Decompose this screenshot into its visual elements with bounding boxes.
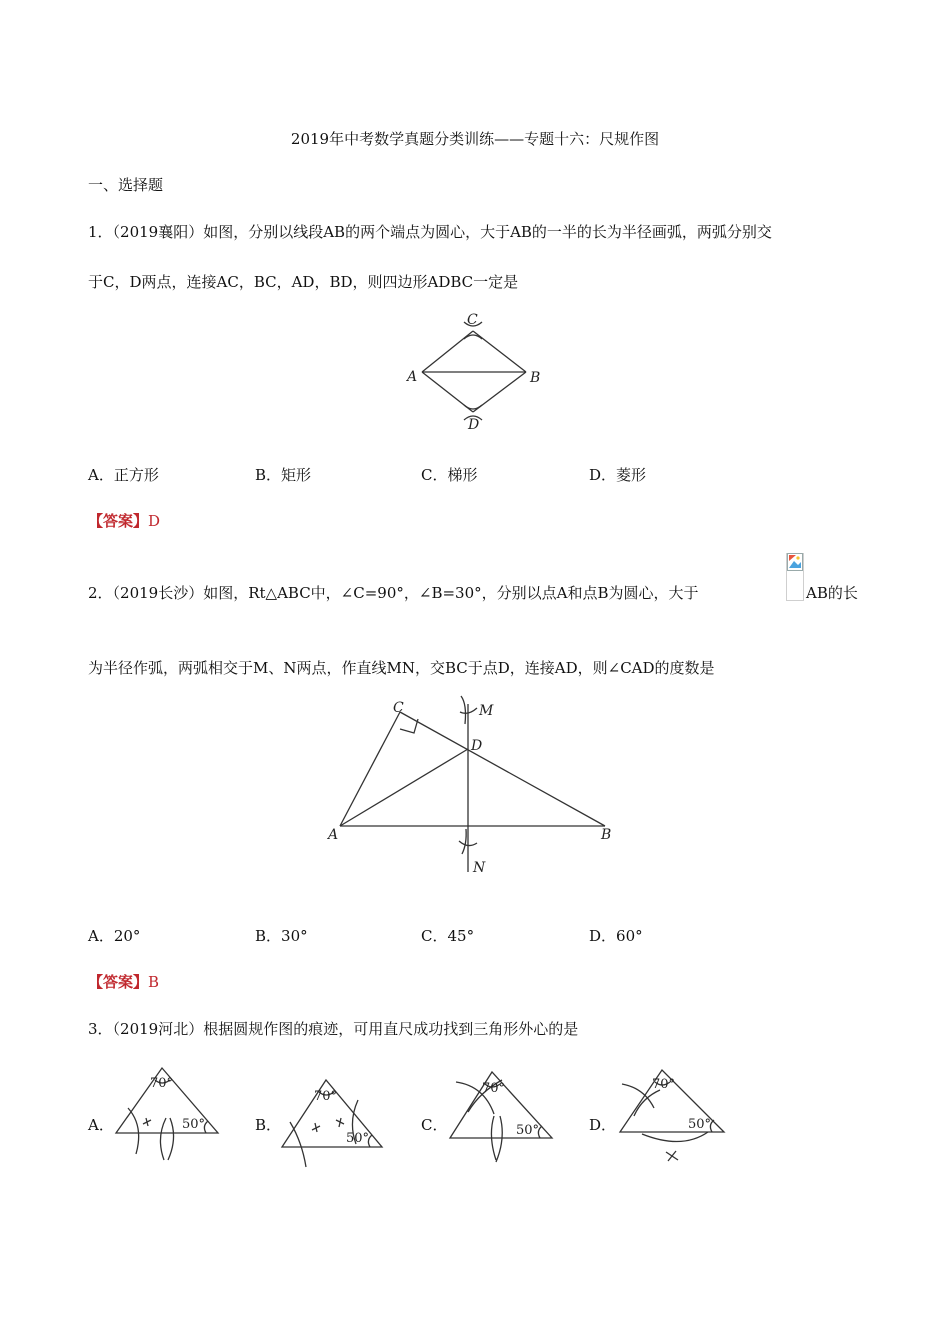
q3-option-a: A． xyxy=(88,1116,114,1134)
q3d-angle-top: 70° xyxy=(652,1077,676,1092)
q1-text-line1: 1．（2019襄阳）如图，分别以线段AB的两个端点为圆心，大于AB的一半的长为半径画弧，两弧分别交 xyxy=(88,223,772,241)
q3-figure-b xyxy=(276,1072,391,1172)
q1-answer-value: D xyxy=(148,512,161,530)
q3a-angle-top: 70° xyxy=(150,1076,174,1091)
q3-option-d: D． xyxy=(589,1116,617,1134)
q2-answer-bracket: 【答案】 xyxy=(88,973,149,991)
q1-text-line2: 于C，D两点，连接AC，BC，AD，BD，则四边形ADBC一定是 xyxy=(88,273,519,291)
q1-label-b: B xyxy=(530,370,541,386)
q2-option-b: B．30° xyxy=(255,927,308,945)
q3d-angle-right: 50° xyxy=(688,1117,712,1132)
q1-label-d: D xyxy=(468,417,480,433)
q2-option-d: D．60° xyxy=(589,927,643,945)
q2-text-line1a: 2．（2019长沙）如图，Rt△ABC中，∠C=90°，∠B=30°，分别以点A和点B为圆心，大于 xyxy=(88,584,699,602)
q1-option-c: C．梯形 xyxy=(421,466,478,484)
q2-label-b: B xyxy=(601,827,612,843)
q3b-angle-right: 50° xyxy=(346,1131,370,1146)
q1-label-a: A xyxy=(407,369,418,385)
q1-option-d: D．菱形 xyxy=(589,466,647,484)
q1-option-a: A．正方形 xyxy=(88,466,159,484)
page-title: 2019年中考数学真题分类训练——专题十六：尺规作图 xyxy=(290,130,660,148)
q1-option-b: B．矩形 xyxy=(255,466,312,484)
q3-option-c: C． xyxy=(421,1116,448,1134)
q1-answer-bracket: 【答案】 xyxy=(88,512,149,530)
q1-label-c: C xyxy=(467,312,478,328)
q3a-angle-right: 50° xyxy=(182,1117,206,1132)
q3b-angle-top: 70° xyxy=(314,1089,338,1104)
q3-figure-a xyxy=(110,1058,225,1168)
q2-option-a: A．20° xyxy=(88,927,141,945)
q2-option-c: C．45° xyxy=(421,927,475,945)
q2-label-c: C xyxy=(393,700,404,716)
q1-answer xyxy=(88,510,160,531)
q3-figure-d xyxy=(612,1062,732,1167)
q2-answer-value: B xyxy=(148,973,160,991)
q2-figure xyxy=(320,694,630,884)
q3c-angle-right: 50° xyxy=(516,1123,540,1138)
q2-label-n: N xyxy=(473,860,486,876)
q2-text-line1b: AB的长 xyxy=(806,584,858,602)
q2-label-d: D xyxy=(471,738,483,754)
broken-image-icon xyxy=(786,553,804,601)
q3-text-line1: 3．（2019河北）根据圆规作图的痕迹，可用直尺成功找到三角形外心的是 xyxy=(88,1020,579,1038)
q3c-angle-top: 70° xyxy=(482,1081,506,1096)
section-heading: 一、选择题 xyxy=(88,176,164,194)
q2-answer xyxy=(88,971,159,992)
q2-label-m: M xyxy=(479,703,494,719)
q3-figure-c xyxy=(442,1064,557,1169)
q1-figure xyxy=(400,308,550,433)
q2-text-line2: 为半径作弧，两弧相交于M、N两点，作直线MN，交BC于点D，连接AD，则∠CAD的度数是 xyxy=(88,659,715,677)
q2-label-a: A xyxy=(328,827,339,843)
q3-option-b: B． xyxy=(255,1116,282,1134)
